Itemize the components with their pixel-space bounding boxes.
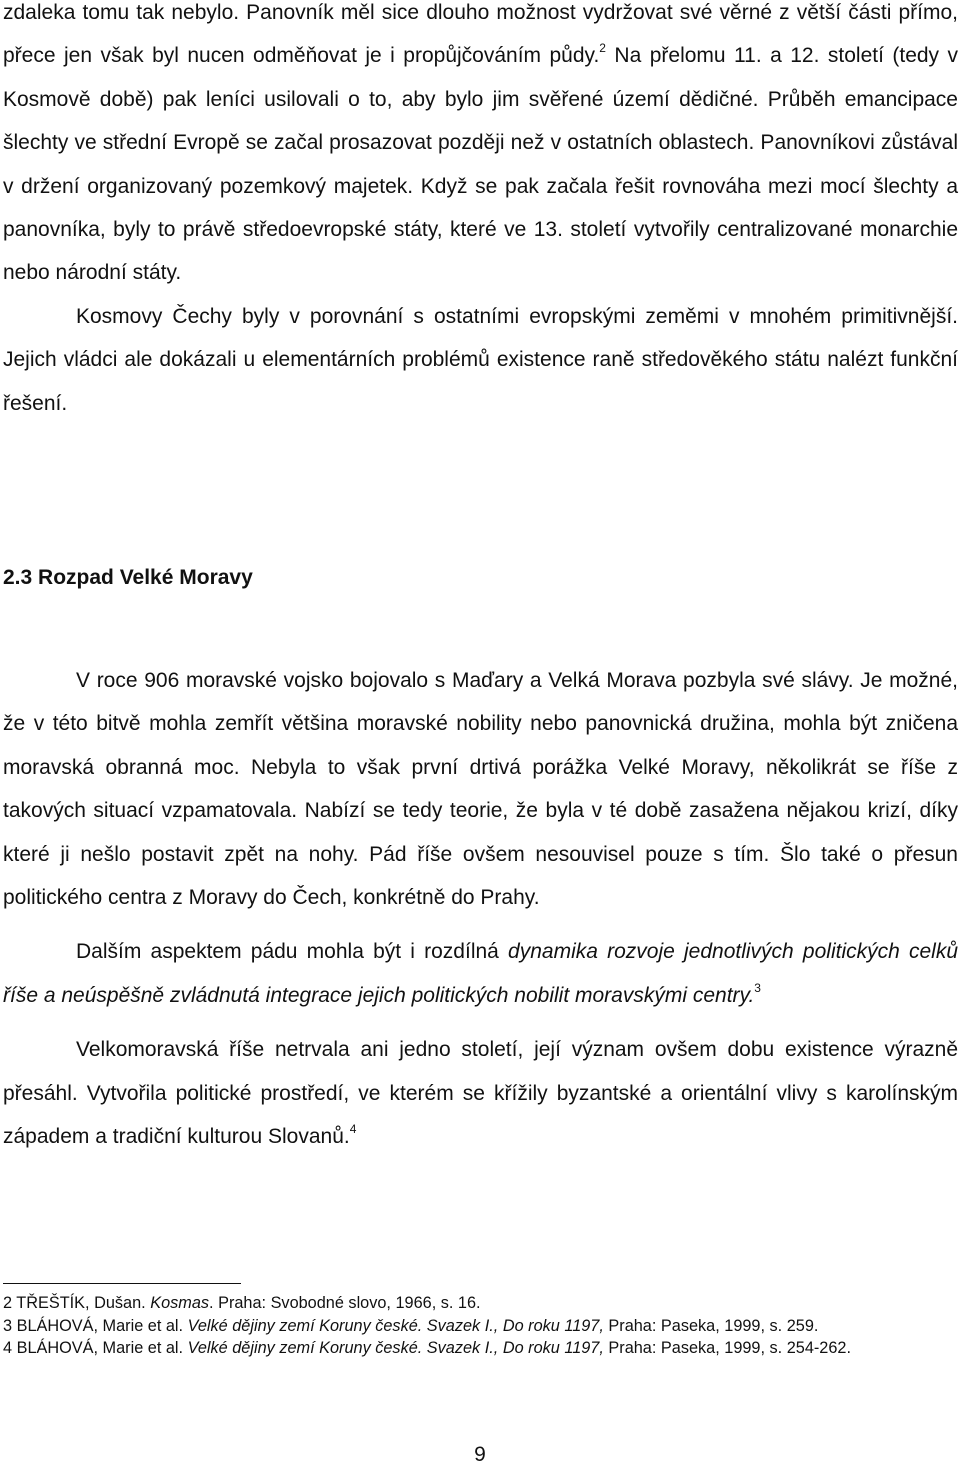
- footnote-text: 2 TŘEŠTÍK, Dušan.: [3, 1294, 151, 1312]
- paragraph: [3, 930, 958, 1017]
- footnote-ref[interactable]: 3: [754, 980, 761, 995]
- section-1-text: [3, 0, 958, 425]
- paragraph: V roce 906 moravské vojsko bojovalo s Maďary a Velká Morava pozbyla své slávy. Je možné, že v této bitvě mohla zemřít většina moravské nobility nebo panovnická družina, mohla být zničena moravská obranná moc. Nebyla to však první drtivá porážka Velké Moravy, několikrát se říše z takových situací vzpamatovala. Nabízí se tedy teorie, že byla v té době zasažena nějakou krizí, díky které ji nešlo postavit zpět na nohy. Pád říše ovšem nesouvisel pouze s tím. Šlo také o přesun politického centra z Moravy do Čech, konkrétně do Prahy.: [3, 669, 958, 910]
- paragraph: Kosmovy Čechy byly v porovnání s ostatními evropskými zeměmi v mnohém primitivnější. Jejich vládci ale dokázali u elementárních problémů existence raně středověkého státu nalézt funkční řešení.: [3, 304, 958, 415]
- paragraph-text: zdaleka tomu tak nebylo. Panovník měl sice dlouho možnost vydržovat své věrné z větší části přímo, přece jen však byl nucen odměňovat je i propůjčováním půdy.: [3, 1, 958, 68]
- footnote-text: . Praha: Svobodné slovo, 1966, s. 16.: [209, 1294, 481, 1312]
- footnote-text: 3 BLÁHOVÁ, Marie et al.: [3, 1316, 188, 1335]
- section-2-text: [3, 659, 958, 1158]
- footnotes: [3, 1292, 938, 1360]
- footnote-ref[interactable]: 4: [349, 1122, 357, 1137]
- paragraph: [3, 1028, 958, 1158]
- footnote-divider: [3, 1283, 241, 1284]
- footnote-title: Velké dějiny zemí Koruny české. Svazek I., Do roku 1197,: [187, 1316, 604, 1335]
- footnote-text: Praha: Paseka, 1999, s. 254-262.: [603, 1339, 851, 1358]
- footnote: [3, 1337, 938, 1360]
- footnote-text: Praha: Paseka, 1999, s. 259.: [603, 1316, 819, 1335]
- paragraph-text: Dalším aspektem pádu mohla být i rozdílná: [76, 940, 509, 964]
- footnote: [3, 1292, 938, 1315]
- quoted-text: dynamika rozvoje jednotlivých politických celků říše a neúspěšně zvládnutá integrace jejich politických nobilit moravskými centry.: [3, 940, 959, 1007]
- page-number: 9: [474, 1443, 486, 1466]
- section-heading: 2.3 Rozpad Velké Moravy: [3, 566, 253, 589]
- footnote-title: Kosmas: [150, 1294, 210, 1312]
- footnote-text: 4 BLÁHOVÁ, Marie et al.: [3, 1339, 188, 1358]
- footnote-title: Velké dějiny zemí Koruny české. Svazek I., Do roku 1197,: [187, 1339, 604, 1358]
- paragraph-text: Na přelomu 11. a 12. století (tedy v Kosmově době) pak leníci usilovali o to, aby bylo jim svěřené území dědičné. Průběh emancipace šlechty ve střední Evropě se začal prosazovat později než v ostatních oblastech. Panovníkovi zůstával v držení organizovaný pozemkový majetek. Když se pak začala řešit rovnováha mezi mocí šlechty a panovníka, byly to právě středoevropské státy, které ve 13. století vytvořily centralizované monarchie nebo národní státy.: [3, 44, 958, 285]
- footnote: [3, 1315, 938, 1338]
- paragraph: [3, 0, 958, 295]
- paragraph-text: Velkomoravská říše netrvala ani jedno století, její význam ovšem dobu existence výrazně přesáhl. Vytvořila politické prostředí, ve kterém se křížily byzantské a orientální vlivy s karolínským západem a tradiční kulturou Slovanů.: [3, 1038, 958, 1149]
- footnote-ref[interactable]: 2: [599, 41, 606, 56]
